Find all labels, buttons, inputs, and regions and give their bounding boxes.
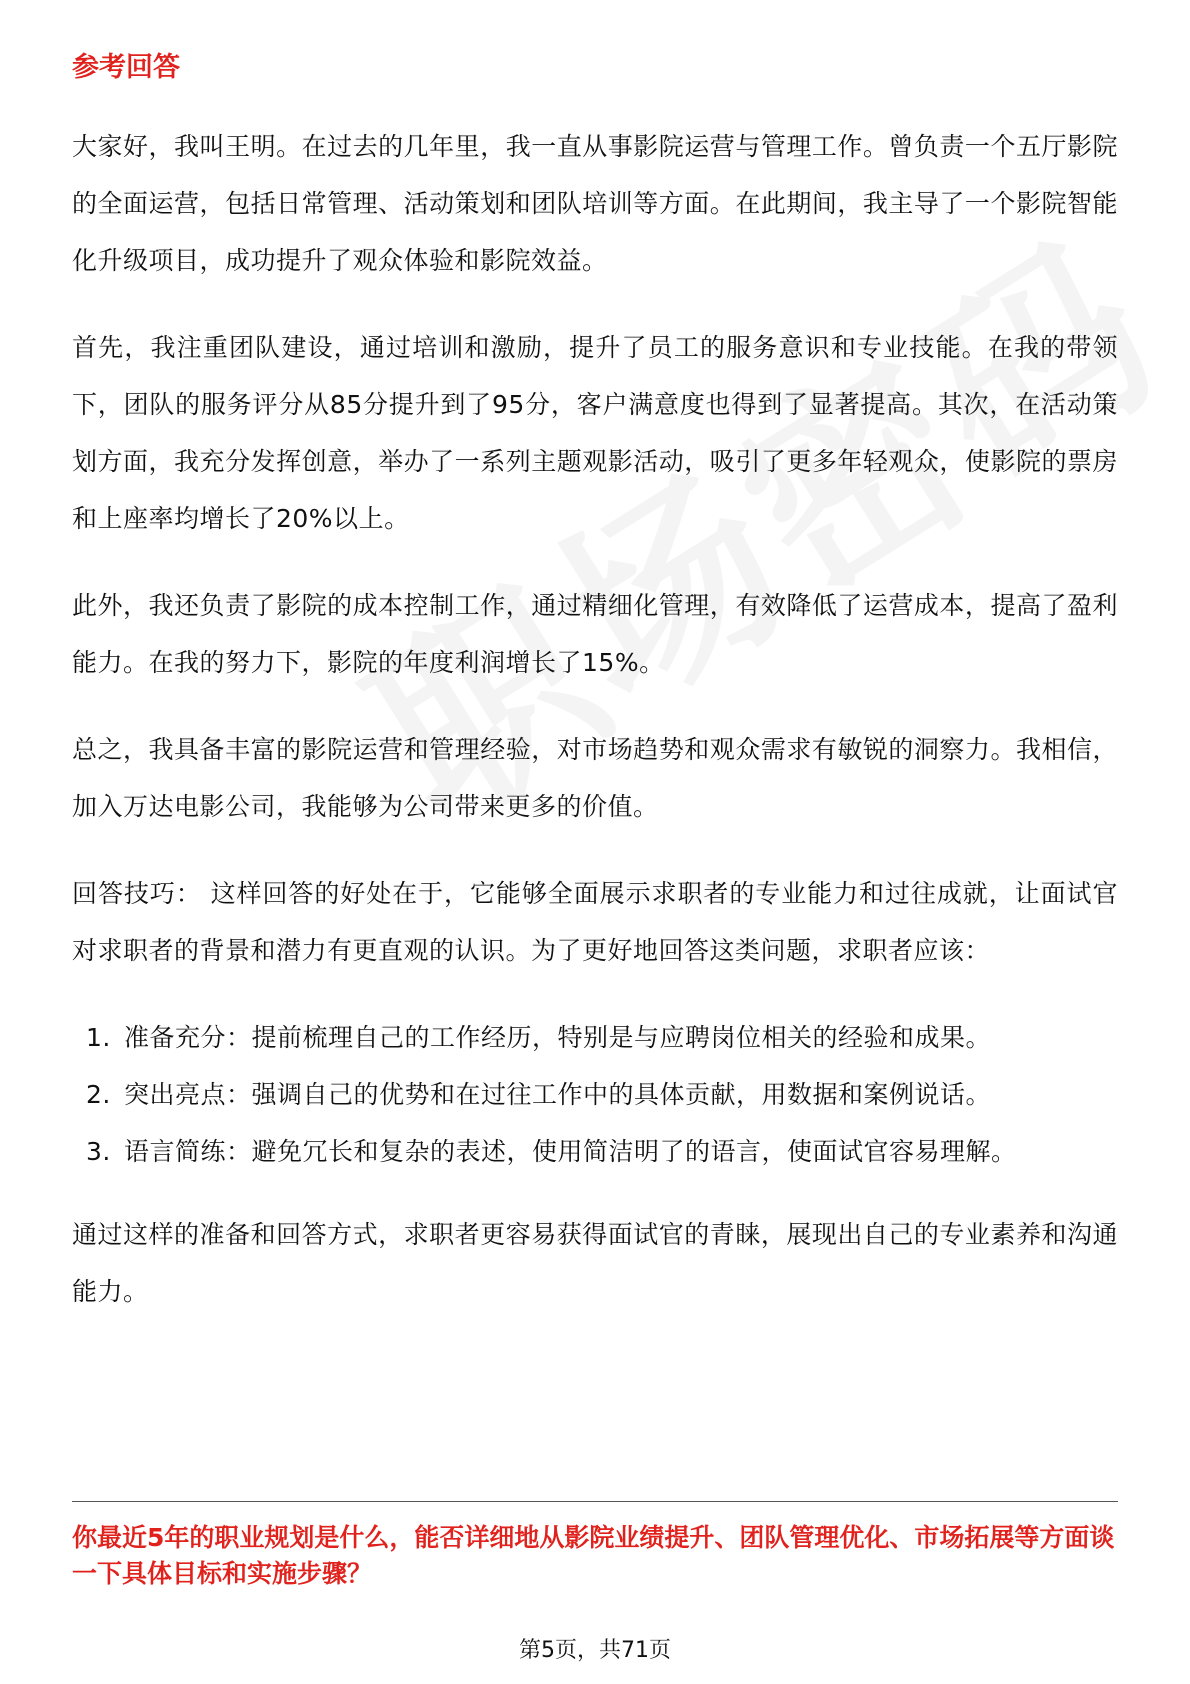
list-item-text: 准备充分：提前梳理自己的工作经历，特别是与应聘岗位相关的经验和成果。: [124, 1023, 992, 1052]
list-item-number: 2.: [86, 1080, 111, 1109]
tips-list: [72, 1009, 1118, 1180]
page-footer: 第5页，共71页: [519, 1638, 671, 1663]
section-label: 参考回答: [72, 52, 180, 83]
list-item-number: 1.: [86, 1023, 111, 1052]
list-item-text: 突出亮点：强调自己的优势和在过往工作中的具体贡献，用数据和案例说话。: [124, 1080, 992, 1109]
paragraph-intro: 大家好，我叫王明。在过去的几年里，我一直从事影院运营与管理工作。曾负责一个五厅影院的全面运营，包括日常管理、活动策划和团队培训等方面。在此期间，我主导了一个影院智能化升级项目，成功提升了观众体验和影院效益。: [72, 132, 1118, 275]
paragraph-cost: 此外，我还负责了影院的成本控制工作，通过精细化管理，有效降低了运营成本，提高了盈利能力。在我的努力下，影院的年度利润增长了15%。: [72, 591, 1118, 677]
paragraph-tips-intro: 回答技巧： 这样回答的好处在于，它能够全面展示求职者的专业能力和过往成就，让面试官对求职者的背景和潜力有更直观的认识。为了更好地回答这类问题，求职者应该：: [72, 879, 1118, 965]
list-item: [72, 1123, 1118, 1180]
list-item: [72, 1009, 1118, 1066]
answer-body: [72, 118, 1118, 1350]
paragraph-summary: 总之，我具备丰富的影院运营和管理经验，对市场趋势和观众需求有敏锐的洞察力。我相信，加入万达电影公司，我能够为公司带来更多的价值。: [72, 735, 1118, 821]
list-item-number: 3.: [86, 1137, 111, 1166]
section-divider: [72, 1501, 1118, 1502]
next-question-heading: 你最近5年的职业规划是什么，能否详细地从影院业绩提升、团队管理优化、市场拓展等方面谈一下具体目标和实施步骤？: [72, 1523, 1115, 1588]
list-item: [72, 1066, 1118, 1123]
paragraph-team: 首先，我注重团队建设，通过培训和激励，提升了员工的服务意识和专业技能。在我的带领下，团队的服务评分从85分提升到了95分，客户满意度也得到了显著提高。其次，在活动策划方面，我充分发挥创意，举办了一系列主题观影活动，吸引了更多年轻观众，使影院的票房和上座率均增长了20%以上。: [72, 333, 1118, 533]
paragraph-closing: 通过这样的准备和回答方式，求职者更容易获得面试官的青睐，展现出自己的专业素养和沟通能力。: [72, 1220, 1118, 1306]
list-item-text: 语言简练：避免冗长和复杂的表述，使用简洁明了的语言，使面试官容易理解。: [124, 1137, 1017, 1166]
